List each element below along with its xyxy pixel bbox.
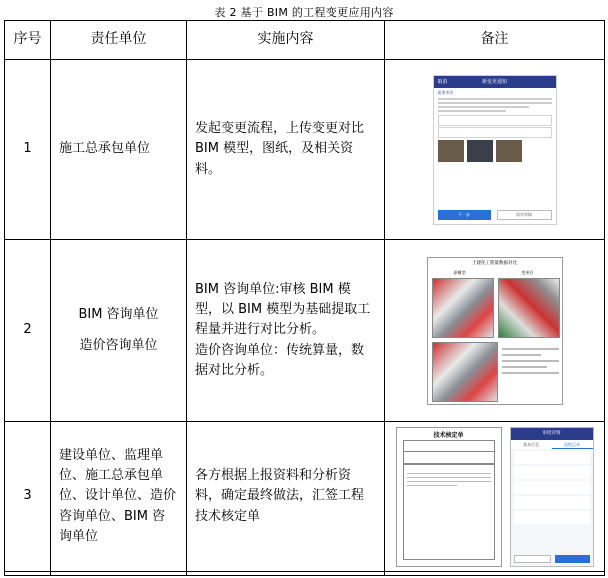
header-unit: 责任单位 bbox=[51, 21, 187, 60]
phone-title-bar bbox=[434, 76, 556, 88]
row-content bbox=[187, 240, 385, 422]
app-record-item bbox=[514, 481, 590, 494]
app-record-item bbox=[514, 511, 590, 524]
app-tab: 流程记录 bbox=[552, 440, 593, 449]
bim-model-image bbox=[432, 278, 494, 338]
row-index: 2 bbox=[5, 240, 51, 422]
phone-buttons bbox=[438, 210, 552, 220]
table-header-row bbox=[5, 21, 605, 60]
table-row bbox=[5, 422, 605, 572]
header-index: 序号 bbox=[5, 21, 51, 60]
attachment-thumbnail bbox=[467, 140, 493, 162]
phone-section-label: 需要更改 bbox=[437, 89, 454, 95]
phone-next-button: 下一步 bbox=[438, 210, 491, 220]
phone-input bbox=[438, 127, 552, 138]
bim-figure-notes bbox=[502, 344, 559, 378]
table-bottom-edge bbox=[5, 572, 605, 576]
form-header-grid bbox=[403, 440, 495, 464]
bim-figure-right-label: 变更后 bbox=[521, 269, 534, 275]
row-unit-line: BIM 咨询单位 bbox=[78, 307, 159, 323]
app-buttons bbox=[514, 555, 590, 563]
row-unit: 建设单位、监理单位、施工总承包单位、设计单位、造价咨询单位、BIM 咨询单位 bbox=[51, 422, 187, 572]
change-application-table bbox=[4, 20, 605, 576]
bim-figure-left-label: 原模型 bbox=[453, 269, 466, 275]
app-record-item bbox=[514, 496, 590, 509]
form-title: 技术核定单 bbox=[433, 431, 464, 439]
app-record-item bbox=[514, 451, 590, 464]
table-caption: 表 2 基于 BIM 的工程变更应用内容 bbox=[214, 6, 394, 19]
technical-verification-form-image bbox=[396, 427, 502, 567]
row-content-paragraph: BIM 咨询单位:审核 BIM 模型，以 BIM 模型为基础提取工程量并进行对比分析。 bbox=[195, 282, 371, 338]
bim-model-image bbox=[498, 278, 560, 338]
form-text-lines bbox=[407, 470, 491, 489]
app-title: 审批详情 bbox=[511, 428, 593, 440]
row-index: 1 bbox=[5, 60, 51, 240]
approval-figures bbox=[385, 427, 604, 567]
app-record-item bbox=[514, 466, 590, 479]
header-content: 实施内容 bbox=[187, 21, 385, 60]
phone-attachments bbox=[438, 140, 552, 162]
row-content: 发起变更流程，上传变更对比 BIM 模型，图纸，及相关资料。 bbox=[187, 60, 385, 240]
phone-input bbox=[438, 115, 552, 126]
row-note bbox=[385, 240, 605, 422]
row-index: 3 bbox=[5, 422, 51, 572]
attachment-thumbnail bbox=[438, 140, 464, 162]
app-tab: 基本信息 bbox=[523, 441, 539, 447]
bim-model-image bbox=[432, 342, 498, 402]
mobile-change-form-screenshot bbox=[433, 75, 557, 225]
attachment-thumbnail bbox=[496, 140, 522, 162]
phone-title: 新变更通知 bbox=[481, 78, 507, 85]
bim-comparison-figure bbox=[427, 257, 563, 405]
mobile-approval-screenshot bbox=[510, 427, 594, 567]
header-note: 备注 bbox=[385, 21, 605, 60]
row-content: 各方根据上报资料和分析资料，确定最终做法，汇签工程技术核定单 bbox=[187, 422, 385, 572]
row-unit-line: 造价咨询单位 bbox=[79, 337, 158, 353]
row-note bbox=[385, 422, 605, 572]
app-tabs bbox=[511, 440, 593, 449]
phone-back-label: 取消 bbox=[437, 78, 448, 85]
app-button bbox=[514, 555, 551, 563]
bim-figure-title: 土建化工程量数据对比 bbox=[472, 260, 517, 266]
table-row bbox=[5, 60, 605, 240]
table-row bbox=[5, 240, 605, 422]
row-note bbox=[385, 60, 605, 240]
phone-save-button: 保存草稿 bbox=[497, 210, 552, 220]
phone-text-block bbox=[438, 98, 552, 112]
app-button bbox=[555, 555, 590, 563]
row-unit bbox=[51, 240, 187, 422]
row-content-paragraph: 造价咨询单位：传统算量，数据对比分析。 bbox=[195, 342, 365, 378]
row-unit: 施工总承包单位 bbox=[51, 60, 187, 240]
